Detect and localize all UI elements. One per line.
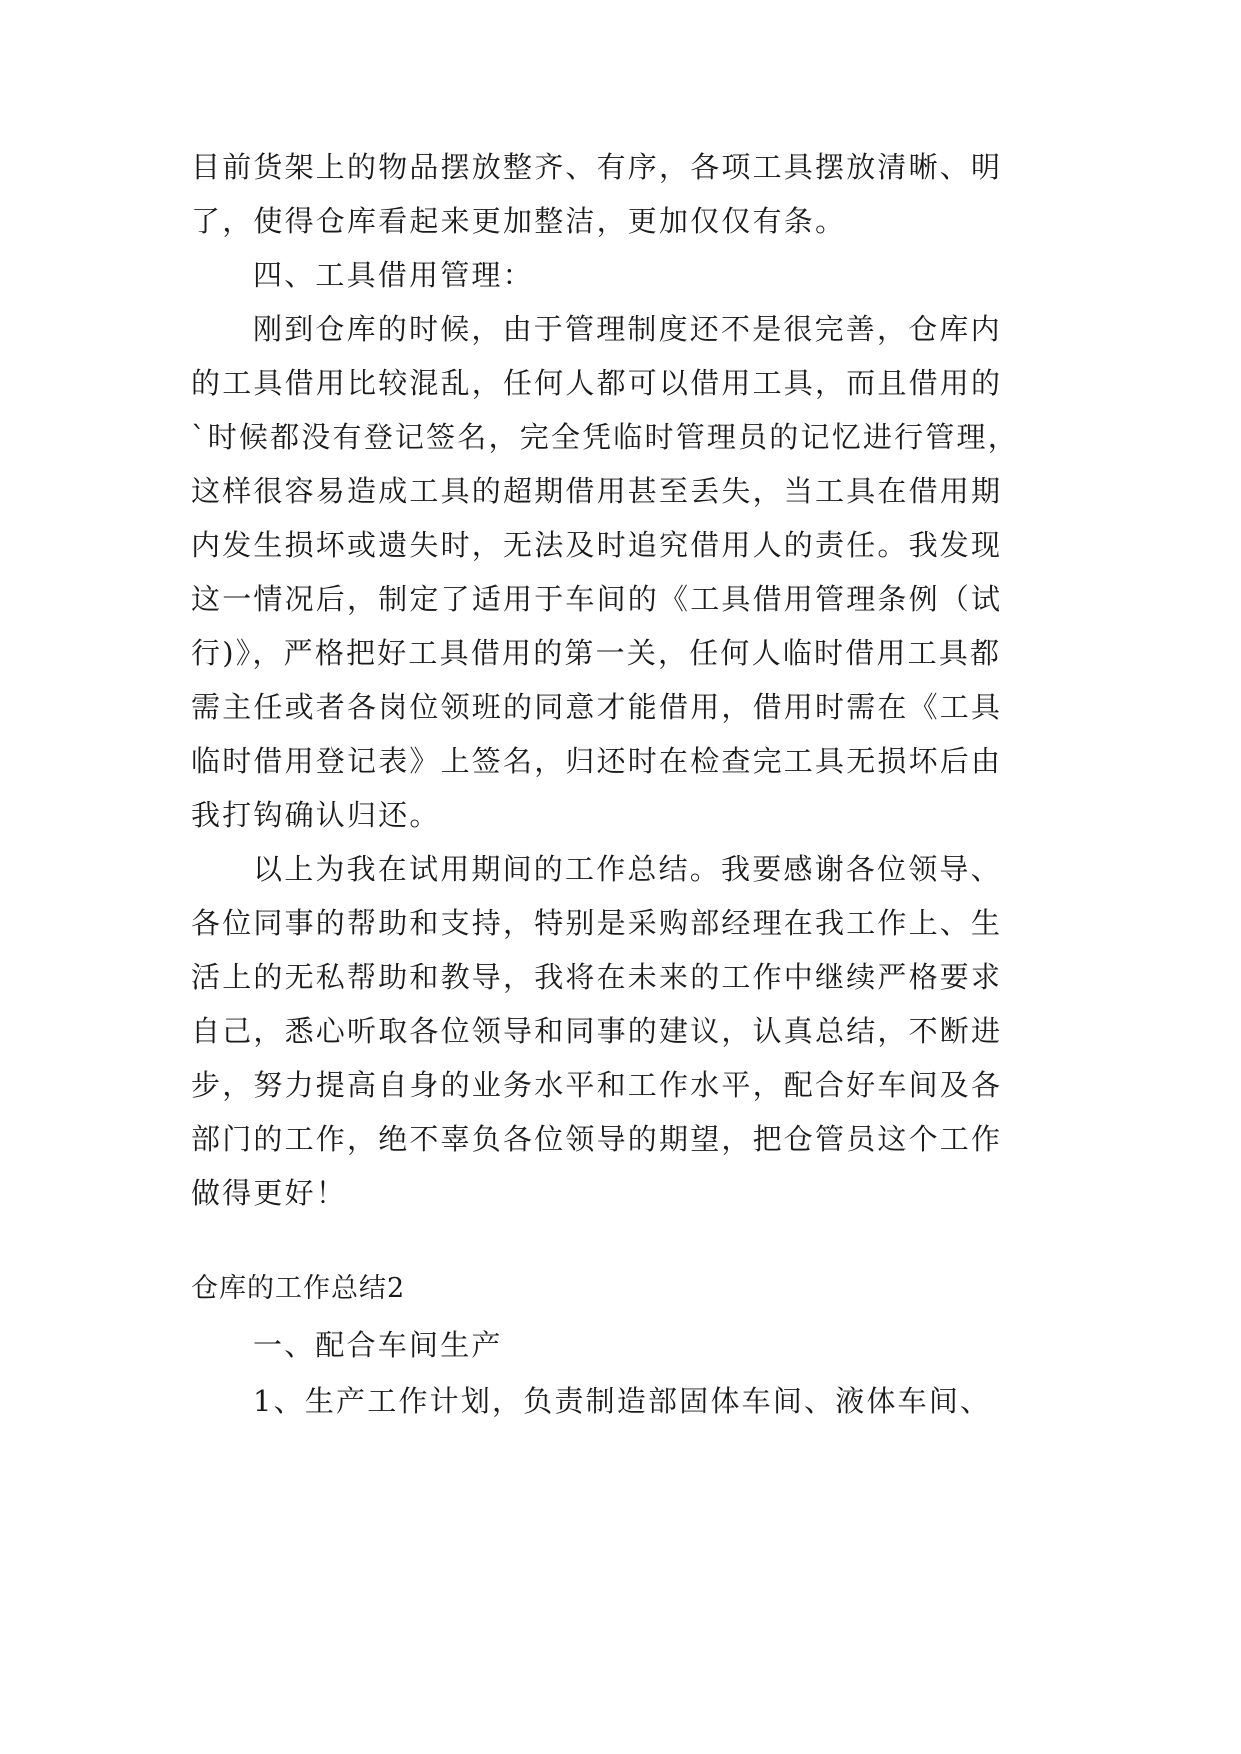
text-line: 了，使得仓库看起来更加整洁，更加仅仅有条。 [191,204,847,238]
text-line: 我打钩确认归还。 [191,798,441,832]
text-line: 行)》，严格把好工具借用的第一关，任何人临时借用工具都 [191,636,1002,670]
text-line: 以上为我在试用期间的工作总结。我要感谢各位领导、 [253,852,1002,886]
text-line: 做得更好！ [191,1176,348,1210]
text-line: 各位同事的帮助和支持，特别是采购部经理在我工作上、生 [191,906,1003,940]
text-line: 1、生产工作计划，负责制造部固体车间、液体车间、 [253,1384,992,1418]
text-line: 临时借用登记表》上签名，归还时在检查完工具无损坏后由 [191,744,1003,778]
text-line: 这样很容易造成工具的超期借用甚至丢失，当工具在借用期 [191,474,1003,508]
text-line: 刚到仓库的时候，由于管理制度还不是很完善，仓库内 [253,312,1002,346]
text-line: 活上的无私帮助和教导，我将在未来的工作中继续严格要求 [191,960,1003,994]
text-line: 需主任或者各岗位领班的同意才能借用，借用时需在《工具 [191,690,1003,724]
section-heading: 四、工具借用管理： [253,258,534,292]
text-line: 目前货架上的物品摆放整齐、有序，各项工具摆放清晰、明 [191,150,1003,184]
section-heading: 一、配合车间生产 [253,1328,503,1362]
document-title: 仓库的工作总结2 [191,1273,406,1304]
text-line: 自己，悉心听取各位领导和同事的建议，认真总结，不断进 [191,1014,1003,1048]
text-line: 这一情况后，制定了适用于车间的《工具借用管理条例（试 [191,582,1003,616]
text-line: 步，努力提高自身的业务水平和工作水平，配合好车间及各 [191,1068,1003,1102]
text-line: 部门的工作，绝不辜负各位领导的期望，把仓管员这个工作 [191,1122,1003,1156]
text-line: `时候都没有登记签名，完全凭临时管理员的记忆进行管理， [191,420,1019,454]
text-line: 的工具借用比较混乱，任何人都可以借用工具，而且借用的 [191,366,1003,400]
text-line: 内发生损坏或遗失时，无法及时追究借用人的责任。我发现 [191,528,1003,562]
